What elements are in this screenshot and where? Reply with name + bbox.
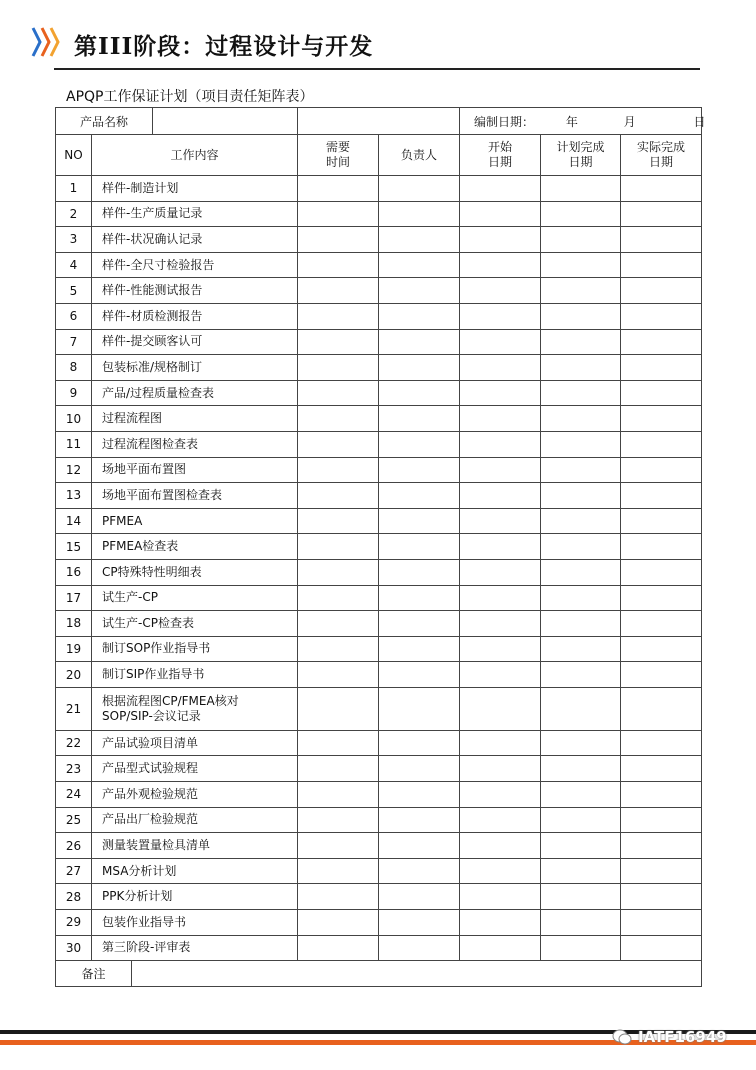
row-number: 24 (56, 782, 92, 808)
start-date-cell[interactable] (460, 782, 541, 808)
actual-done-cell[interactable] (621, 406, 702, 432)
start-date-cell[interactable] (460, 756, 541, 782)
work-item: 样件-全尺寸检验报告 (92, 252, 298, 278)
time-cell[interactable] (298, 508, 379, 534)
time-cell[interactable] (298, 431, 379, 457)
row-number: 25 (56, 807, 92, 833)
table-row (56, 559, 702, 585)
plan-done-cell[interactable] (541, 329, 621, 355)
col-actual-done: 实际完成 日期 (621, 135, 702, 176)
time-cell[interactable] (298, 355, 379, 381)
actual-done-cell[interactable] (621, 431, 702, 457)
work-item: 样件-状况确认记录 (92, 227, 298, 253)
plan-done-cell[interactable] (541, 457, 621, 483)
start-date-cell[interactable] (460, 252, 541, 278)
table-row (56, 252, 702, 278)
actual-done-cell[interactable] (621, 278, 702, 304)
time-cell[interactable] (298, 457, 379, 483)
start-date-cell[interactable] (460, 662, 541, 688)
owner-cell[interactable] (379, 406, 460, 432)
table-row (56, 756, 702, 782)
work-item: 样件-性能测试报告 (92, 278, 298, 304)
watermark (612, 1028, 727, 1046)
actual-done-cell[interactable] (621, 483, 702, 509)
time-cell[interactable] (298, 329, 379, 355)
start-date-cell[interactable] (460, 278, 541, 304)
row-number: 17 (56, 585, 92, 611)
time-cell[interactable] (298, 662, 379, 688)
owner-cell[interactable] (379, 559, 460, 585)
row-number: 6 (56, 303, 92, 329)
actual-done-cell[interactable] (621, 687, 702, 730)
time-cell[interactable] (298, 406, 379, 432)
table-row (56, 431, 702, 457)
table-row (56, 782, 702, 808)
start-date-cell[interactable] (460, 807, 541, 833)
col-start: 开始 日期 (460, 135, 541, 176)
actual-done-cell[interactable] (621, 910, 702, 936)
table-row (56, 176, 702, 202)
owner-cell[interactable] (379, 380, 460, 406)
plan-done-cell[interactable] (541, 935, 621, 961)
actual-done-cell[interactable] (621, 355, 702, 381)
owner-cell[interactable] (379, 508, 460, 534)
table-row (56, 807, 702, 833)
row-number: 3 (56, 227, 92, 253)
column-header-row (56, 135, 702, 176)
plan-done-cell[interactable] (541, 406, 621, 432)
start-date-cell[interactable] (460, 884, 541, 910)
owner-cell[interactable] (379, 858, 460, 884)
plan-done-cell[interactable] (541, 858, 621, 884)
row-number: 20 (56, 662, 92, 688)
title-divider (54, 68, 700, 70)
table-row (56, 227, 702, 253)
remarks-cell[interactable] (56, 961, 702, 987)
actual-done-cell[interactable] (621, 303, 702, 329)
table-row (56, 201, 702, 227)
time-cell[interactable] (298, 201, 379, 227)
time-cell[interactable] (298, 756, 379, 782)
work-item: 第三阶段-评审表 (92, 935, 298, 961)
time-cell[interactable] (298, 910, 379, 936)
owner-cell[interactable] (379, 252, 460, 278)
work-item: 产品试验项目清单 (92, 730, 298, 756)
owner-cell[interactable] (379, 303, 460, 329)
time-cell[interactable] (298, 730, 379, 756)
plan-done-cell[interactable] (541, 807, 621, 833)
table-row (56, 910, 702, 936)
start-date-cell[interactable] (460, 559, 541, 585)
work-item: 样件-提交顾客认可 (92, 329, 298, 355)
table-row (56, 303, 702, 329)
actual-done-cell[interactable] (621, 730, 702, 756)
row-number: 26 (56, 833, 92, 859)
table-row (56, 355, 702, 381)
actual-done-cell[interactable] (621, 858, 702, 884)
start-date-cell[interactable] (460, 935, 541, 961)
actual-done-cell[interactable] (621, 559, 702, 585)
row-number: 2 (56, 201, 92, 227)
work-item: 样件-制造计划 (92, 176, 298, 202)
table-row (56, 935, 702, 961)
col-work: 工作内容 (92, 135, 298, 176)
compile-date-label: 编制日期： (474, 114, 535, 129)
actual-done-cell[interactable] (621, 884, 702, 910)
plan-done-cell[interactable] (541, 380, 621, 406)
start-date-cell[interactable] (460, 355, 541, 381)
actual-done-cell[interactable] (621, 833, 702, 859)
plan-done-cell[interactable] (541, 201, 621, 227)
table-row (56, 278, 702, 304)
start-date-cell[interactable] (460, 508, 541, 534)
start-date-cell[interactable] (460, 483, 541, 509)
row-number: 15 (56, 534, 92, 560)
time-cell[interactable] (298, 687, 379, 730)
table-row (56, 483, 702, 509)
time-cell[interactable] (298, 833, 379, 859)
table-subtitle: APQP工作保证计划（项目责任矩阵表） (66, 89, 314, 105)
owner-cell[interactable] (379, 176, 460, 202)
actual-done-cell[interactable] (621, 457, 702, 483)
start-date-cell[interactable] (460, 730, 541, 756)
start-date-cell[interactable] (460, 406, 541, 432)
row-number: 4 (56, 252, 92, 278)
row-number: 10 (56, 406, 92, 432)
table-row (56, 636, 702, 662)
work-item: MSA分析计划 (92, 858, 298, 884)
table-row (56, 508, 702, 534)
table-row (56, 329, 702, 355)
owner-cell[interactable] (379, 611, 460, 637)
start-date-cell[interactable] (460, 201, 541, 227)
time-cell[interactable] (298, 807, 379, 833)
plan-done-cell[interactable] (541, 636, 621, 662)
plan-done-cell[interactable] (541, 585, 621, 611)
work-item: 产品外观检验规范 (92, 782, 298, 808)
row-number: 27 (56, 858, 92, 884)
time-cell[interactable] (298, 559, 379, 585)
time-cell[interactable] (298, 534, 379, 560)
actual-done-cell[interactable] (621, 201, 702, 227)
row-number: 5 (56, 278, 92, 304)
plan-done-cell[interactable] (541, 687, 621, 730)
owner-cell[interactable] (379, 807, 460, 833)
actual-done-cell[interactable] (621, 807, 702, 833)
work-item: 试生产-CP检查表 (92, 611, 298, 637)
time-cell[interactable] (298, 636, 379, 662)
row-number: 9 (56, 380, 92, 406)
row-number: 22 (56, 730, 92, 756)
plan-done-cell[interactable] (541, 252, 621, 278)
work-item: 产品型式试验规程 (92, 756, 298, 782)
product-name-value-ext[interactable] (298, 108, 460, 135)
owner-cell[interactable] (379, 457, 460, 483)
responsibility-matrix-table (55, 107, 706, 987)
info-row (56, 108, 702, 135)
work-item: 产品/过程质量检查表 (92, 380, 298, 406)
plan-done-cell[interactable] (541, 355, 621, 381)
work-item: 包装标准/规格制订 (92, 355, 298, 381)
owner-cell[interactable] (379, 483, 460, 509)
owner-cell[interactable] (379, 201, 460, 227)
time-cell[interactable] (298, 782, 379, 808)
work-item: 样件-材质检测报告 (92, 303, 298, 329)
remarks-label: 备注 (56, 961, 132, 986)
time-cell[interactable] (298, 858, 379, 884)
work-item: 过程流程图 (92, 406, 298, 432)
start-date-cell[interactable] (460, 380, 541, 406)
start-date-cell[interactable] (460, 176, 541, 202)
row-number: 8 (56, 355, 92, 381)
work-item: PFMEA检查表 (92, 534, 298, 560)
year-label: 年 (565, 114, 578, 129)
plan-done-cell[interactable] (541, 431, 621, 457)
row-number: 29 (56, 910, 92, 936)
work-item: 产品出厂检验规范 (92, 807, 298, 833)
actual-done-cell[interactable] (621, 176, 702, 202)
plan-done-cell[interactable] (541, 227, 621, 253)
row-number: 11 (56, 431, 92, 457)
table-row (56, 380, 702, 406)
work-item: 测量装置量检具清单 (92, 833, 298, 859)
table-row (56, 611, 702, 637)
table-row (56, 687, 702, 730)
owner-cell[interactable] (379, 585, 460, 611)
actual-done-cell[interactable] (621, 534, 702, 560)
plan-done-cell[interactable] (541, 278, 621, 304)
start-date-cell[interactable] (460, 636, 541, 662)
work-item: 场地平面布置图检查表 (92, 483, 298, 509)
time-cell[interactable] (298, 935, 379, 961)
row-number: 13 (56, 483, 92, 509)
row-number: 14 (56, 508, 92, 534)
plan-done-cell[interactable] (541, 508, 621, 534)
start-date-cell[interactable] (460, 329, 541, 355)
plan-done-cell[interactable] (541, 662, 621, 688)
table-row (56, 534, 702, 560)
work-item: 根据流程图CP/FMEA核对 SOP/SIP-会议记录 (92, 687, 298, 730)
table-row (56, 457, 702, 483)
start-date-cell[interactable] (460, 585, 541, 611)
owner-cell[interactable] (379, 329, 460, 355)
col-no: NO (56, 135, 92, 176)
owner-cell[interactable] (379, 355, 460, 381)
col-plan-done: 计划完成 日期 (541, 135, 621, 176)
work-item: CP特殊特性明细表 (92, 559, 298, 585)
wechat-icon (612, 1028, 632, 1046)
plan-done-cell[interactable] (541, 833, 621, 859)
plan-done-cell[interactable] (541, 534, 621, 560)
work-item: PPK分析计划 (92, 884, 298, 910)
work-item: PFMEA (92, 508, 298, 534)
owner-cell[interactable] (379, 730, 460, 756)
actual-done-cell[interactable] (621, 662, 702, 688)
plan-done-cell[interactable] (541, 884, 621, 910)
col-time: 需要 时间 (298, 135, 379, 176)
table-row (56, 662, 702, 688)
plan-done-cell[interactable] (541, 559, 621, 585)
start-date-cell[interactable] (460, 687, 541, 730)
row-number: 7 (56, 329, 92, 355)
product-name-label: 产品名称 (56, 108, 153, 134)
row-number: 23 (56, 756, 92, 782)
start-date-cell[interactable] (460, 858, 541, 884)
start-date-cell[interactable] (460, 457, 541, 483)
product-name-value[interactable] (153, 108, 297, 134)
owner-cell[interactable] (379, 662, 460, 688)
owner-cell[interactable] (379, 278, 460, 304)
actual-done-cell[interactable] (621, 252, 702, 278)
actual-done-cell[interactable] (621, 585, 702, 611)
owner-cell[interactable] (379, 935, 460, 961)
col-owner: 负责人 (379, 135, 460, 176)
start-date-cell[interactable] (460, 227, 541, 253)
row-number: 28 (56, 884, 92, 910)
work-item: 制订SOP作业指导书 (92, 636, 298, 662)
table-row (56, 585, 702, 611)
actual-done-cell[interactable] (621, 227, 702, 253)
day-label: 日 (693, 114, 706, 129)
time-cell[interactable] (298, 585, 379, 611)
row-number: 18 (56, 611, 92, 637)
actual-done-cell[interactable] (621, 756, 702, 782)
start-date-cell[interactable] (460, 611, 541, 637)
plan-done-cell[interactable] (541, 756, 621, 782)
plan-done-cell[interactable] (541, 611, 621, 637)
remarks-value[interactable] (132, 961, 701, 986)
owner-cell[interactable] (379, 227, 460, 253)
work-item: 制订SIP作业指导书 (92, 662, 298, 688)
plan-done-cell[interactable] (541, 176, 621, 202)
start-date-cell[interactable] (460, 910, 541, 936)
actual-done-cell[interactable] (621, 508, 702, 534)
time-cell[interactable] (298, 483, 379, 509)
product-name-cell (56, 108, 298, 135)
owner-cell[interactable] (379, 534, 460, 560)
plan-done-cell[interactable] (541, 782, 621, 808)
month-label: 月 (623, 114, 636, 129)
owner-cell[interactable] (379, 756, 460, 782)
compile-date-cell[interactable] (460, 108, 706, 135)
actual-done-cell[interactable] (621, 611, 702, 637)
time-cell[interactable] (298, 278, 379, 304)
row-number: 21 (56, 687, 92, 730)
actual-done-cell[interactable] (621, 380, 702, 406)
start-date-cell[interactable] (460, 431, 541, 457)
row-number: 12 (56, 457, 92, 483)
time-cell[interactable] (298, 611, 379, 637)
plan-done-cell[interactable] (541, 910, 621, 936)
orange-chevron-logo-icon (30, 24, 62, 60)
time-cell[interactable] (298, 176, 379, 202)
start-date-cell[interactable] (460, 534, 541, 560)
time-cell[interactable] (298, 303, 379, 329)
remarks-row (56, 961, 702, 987)
actual-done-cell[interactable] (621, 782, 702, 808)
owner-cell[interactable] (379, 782, 460, 808)
row-number: 19 (56, 636, 92, 662)
table-row (56, 406, 702, 432)
actual-done-cell[interactable] (621, 935, 702, 961)
time-cell[interactable] (298, 380, 379, 406)
owner-cell[interactable] (379, 884, 460, 910)
work-item: 样件-生产质量记录 (92, 201, 298, 227)
plan-done-cell[interactable] (541, 483, 621, 509)
work-item: 场地平面布置图 (92, 457, 298, 483)
time-cell[interactable] (298, 227, 379, 253)
watermark-text: IATF16949 (638, 1028, 727, 1046)
start-date-cell[interactable] (460, 303, 541, 329)
time-cell[interactable] (298, 252, 379, 278)
owner-cell[interactable] (379, 687, 460, 730)
owner-cell[interactable] (379, 636, 460, 662)
owner-cell[interactable] (379, 833, 460, 859)
owner-cell[interactable] (379, 910, 460, 936)
time-cell[interactable] (298, 884, 379, 910)
row-number: 16 (56, 559, 92, 585)
work-item: 过程流程图检查表 (92, 431, 298, 457)
work-item: 包装作业指导书 (92, 910, 298, 936)
page-title: 第III阶段：过程设计与开发 (74, 33, 374, 60)
row-number: 1 (56, 176, 92, 202)
work-item: 试生产-CP (92, 585, 298, 611)
table-row (56, 833, 702, 859)
table-row (56, 730, 702, 756)
start-date-cell[interactable] (460, 833, 541, 859)
owner-cell[interactable] (379, 431, 460, 457)
table-row (56, 858, 702, 884)
actual-done-cell[interactable] (621, 636, 702, 662)
plan-done-cell[interactable] (541, 303, 621, 329)
plan-done-cell[interactable] (541, 730, 621, 756)
row-number: 30 (56, 935, 92, 961)
table-row (56, 884, 702, 910)
actual-done-cell[interactable] (621, 329, 702, 355)
